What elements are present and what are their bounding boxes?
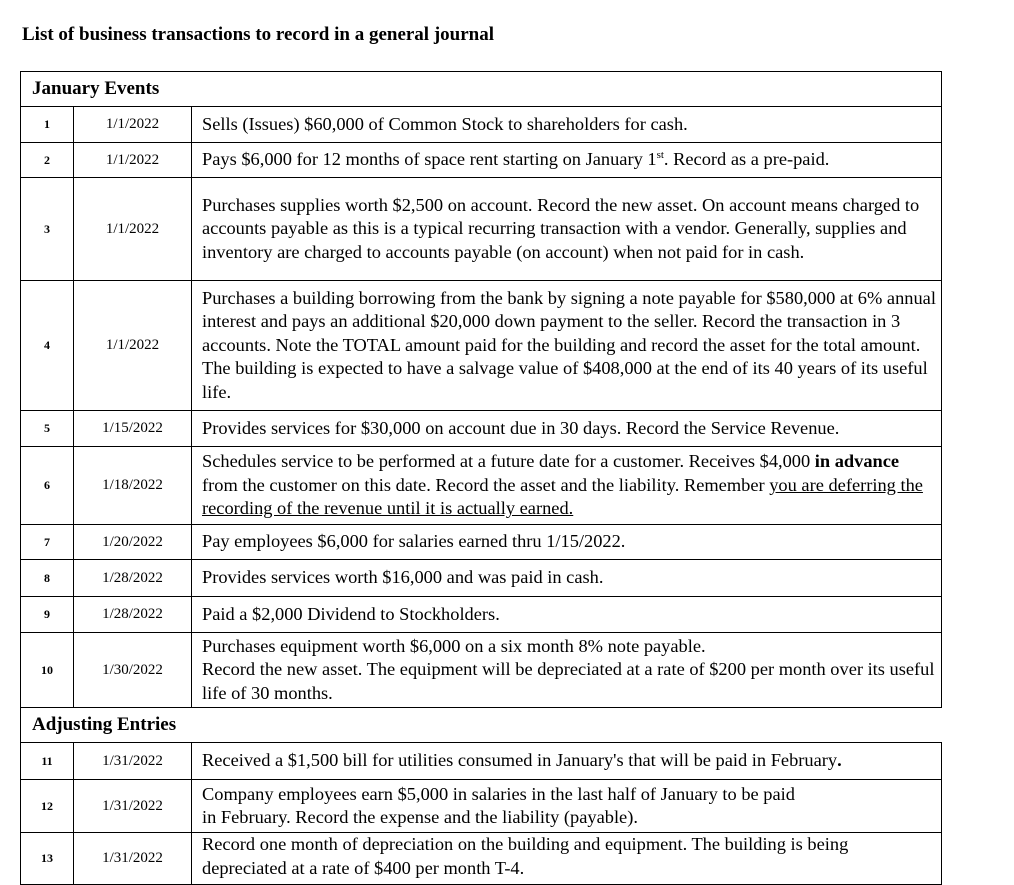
row-date: 1/31/2022 — [74, 780, 192, 833]
row-date: 1/1/2022 — [74, 143, 192, 178]
desc-text: from the customer on this date. Record the asset and the liability. Remember — [202, 474, 770, 495]
row-description — [192, 447, 942, 525]
desc-period: . — [837, 750, 842, 771]
table-row — [21, 281, 942, 411]
row-number: 13 — [21, 833, 74, 885]
row-description: Sells (Issues) $60,000 of Common Stock to shareholders for cash. — [192, 107, 942, 143]
row-number: 4 — [21, 281, 74, 411]
desc-superscript: st — [656, 149, 664, 162]
desc-text: . Record as a pre-paid. — [663, 149, 830, 170]
journal-table — [20, 71, 942, 885]
row-date: 1/28/2022 — [74, 560, 192, 597]
table-row — [21, 833, 942, 885]
section-row — [21, 708, 942, 743]
row-number: 9 — [21, 597, 74, 633]
row-date: 1/31/2022 — [74, 743, 192, 780]
row-date: 1/30/2022 — [74, 633, 192, 708]
section-heading-adjusting: Adjusting Entries — [21, 708, 192, 743]
row-number: 5 — [21, 411, 74, 447]
row-date: 1/28/2022 — [74, 597, 192, 633]
row-description: Pay employees $6,000 for salaries earned thru 1/15/2022. — [192, 525, 942, 560]
table-row — [21, 597, 942, 633]
desc-line: Purchases equipment worth $6,000 on a six month 8% note payable. — [202, 635, 706, 656]
table-row — [21, 525, 942, 560]
desc-text: Pays $6,000 for 12 months of space rent starting on January 1 — [202, 149, 657, 170]
row-description: Provides services for $30,000 on account due in 30 days. Record the Service Revenue. — [192, 411, 942, 447]
row-description: Record one month of depreciation on the building and equipment. The building is being depreciated at a rate of $400 per month T-4. — [192, 833, 942, 885]
section-heading-january: January Events — [21, 72, 942, 107]
row-date: 1/20/2022 — [74, 525, 192, 560]
row-date: 1/15/2022 — [74, 411, 192, 447]
table-row — [21, 633, 942, 708]
row-date: 1/18/2022 — [74, 447, 192, 525]
table-row — [21, 107, 942, 143]
table-row — [21, 780, 942, 833]
row-number: 2 — [21, 143, 74, 178]
row-number: 8 — [21, 560, 74, 597]
section-row — [21, 72, 942, 107]
row-description — [192, 633, 942, 708]
desc-text: Received a $1,500 bill for utilities consumed in January's that will be paid in February — [202, 750, 838, 771]
row-description — [192, 143, 942, 178]
desc-underlined: you are deferring the recording of the revenue until it is actually earned. — [202, 474, 923, 519]
row-date: 1/31/2022 — [74, 833, 192, 885]
row-date: 1/1/2022 — [74, 107, 192, 143]
row-description: Purchases a building borrowing from the bank by signing a note payable for $580,000 at 6% annual interest and pays an additional $20,000 down payment to the seller. Record the transaction in 3 accounts. Note the TOTAL amount paid for the building and record the asset for the total amount. The building is expected to have a salvage value of $408,000 at the end of its 40 years of its useful life. — [192, 281, 942, 411]
row-date: 1/1/2022 — [74, 281, 192, 411]
table-row — [21, 143, 942, 178]
desc-line: Company employees earn $5,000 in salaries in the last half of January to be paid — [202, 783, 795, 804]
table-row — [21, 411, 942, 447]
row-number: 7 — [21, 525, 74, 560]
row-number: 3 — [21, 178, 74, 281]
row-number: 11 — [21, 743, 74, 780]
row-number: 1 — [21, 107, 74, 143]
row-description — [192, 743, 942, 780]
row-number: 6 — [21, 447, 74, 525]
section-filler — [192, 708, 942, 743]
row-date: 1/1/2022 — [74, 178, 192, 281]
desc-emphasis: in advance — [814, 451, 900, 472]
desc-line: in February. Record the expense and the liability (payable). — [202, 807, 638, 827]
table-row — [21, 560, 942, 597]
row-description — [192, 780, 942, 833]
table-row — [21, 178, 942, 281]
desc-line: Record the new asset. The equipment will be depreciated at a rate of $200 per month over its useful life of 30 months. — [202, 659, 935, 703]
row-description: Purchases supplies worth $2,500 on account. Record the new asset. On account means charged to accounts payable as this is a typical recurring transaction with a vendor. Generally, supplies and inventory are charged to accounts payable (on account) when not paid for in cash. — [192, 178, 942, 281]
row-number: 10 — [21, 633, 74, 708]
page-title: List of business transactions to record in a general journal — [22, 24, 495, 45]
row-description: Paid a $2,000 Dividend to Stockholders. — [192, 597, 942, 633]
row-description: Provides services worth $16,000 and was paid in cash. — [192, 560, 942, 597]
row-number: 12 — [21, 780, 74, 833]
table-row — [21, 743, 942, 780]
table-row — [21, 447, 942, 525]
desc-text: Schedules service to be performed at a future date for a customer. Receives $4,000 — [202, 451, 815, 472]
